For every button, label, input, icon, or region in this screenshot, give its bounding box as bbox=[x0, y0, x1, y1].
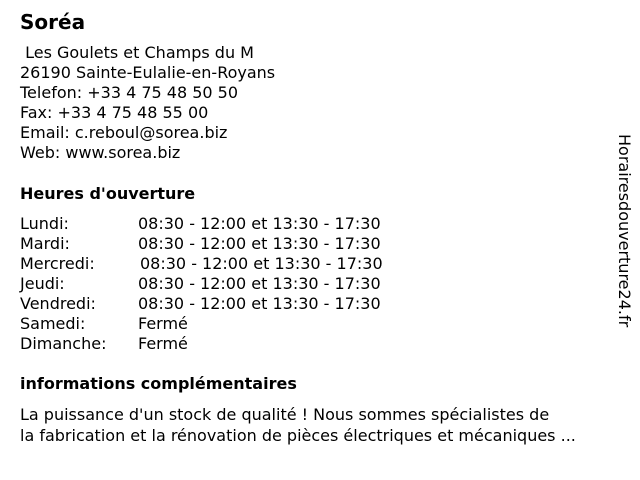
website: Web: www.sorea.biz bbox=[20, 143, 181, 162]
phone-number: Telefon: +33 4 75 48 50 50 bbox=[20, 83, 239, 102]
hours-row-saturday bbox=[20, 314, 440, 334]
hours-row-friday bbox=[20, 294, 440, 314]
site-watermark: Horairesdouverture24.fr bbox=[615, 134, 634, 328]
hours-row-monday bbox=[20, 214, 440, 234]
hours-row-sunday bbox=[20, 334, 440, 354]
day-label: Mercredi: bbox=[20, 254, 95, 273]
address-line-1: Les Goulets et Champs du M bbox=[20, 43, 254, 62]
business-description bbox=[20, 404, 630, 446]
time-value: Fermé bbox=[138, 314, 188, 333]
description-line-1: La puissance d'un stock de qualité ! Nous sommes spécialistes de bbox=[20, 405, 550, 424]
address-line-2: 26190 Sainte-Eulalie-en-Royans bbox=[20, 63, 276, 82]
day-label: Vendredi: bbox=[20, 294, 96, 313]
time-value: 08:30 - 12:00 et 13:30 - 17:30 bbox=[138, 214, 381, 233]
time-value: 08:30 - 12:00 et 13:30 - 17:30 bbox=[140, 254, 383, 273]
day-label: Jeudi: bbox=[20, 274, 65, 293]
day-label: Mardi: bbox=[20, 234, 70, 253]
description-line-2: la fabrication et la rénovation de pièces électriques et mécaniques ... bbox=[20, 426, 576, 445]
time-value: Fermé bbox=[138, 334, 188, 353]
day-label: Samedi: bbox=[20, 314, 86, 333]
business-name: Soréa bbox=[20, 10, 86, 34]
time-value: 08:30 - 12:00 et 13:30 - 17:30 bbox=[138, 274, 381, 293]
time-value: 08:30 - 12:00 et 13:30 - 17:30 bbox=[138, 294, 381, 313]
hours-row-tuesday bbox=[20, 234, 440, 254]
day-label: Dimanche: bbox=[20, 334, 107, 353]
hours-row-thursday bbox=[20, 274, 440, 294]
time-value: 08:30 - 12:00 et 13:30 - 17:30 bbox=[138, 234, 381, 253]
email-address: Email: c.reboul@sorea.biz bbox=[20, 123, 228, 142]
contact-block bbox=[20, 43, 275, 163]
opening-hours-table bbox=[20, 214, 440, 354]
hours-row-wednesday bbox=[20, 254, 440, 274]
additional-info-heading: informations complémentaires bbox=[20, 374, 297, 393]
opening-hours-heading: Heures d'ouverture bbox=[20, 184, 196, 203]
fax-number: Fax: +33 4 75 48 55 00 bbox=[20, 103, 209, 122]
day-label: Lundi: bbox=[20, 214, 69, 233]
